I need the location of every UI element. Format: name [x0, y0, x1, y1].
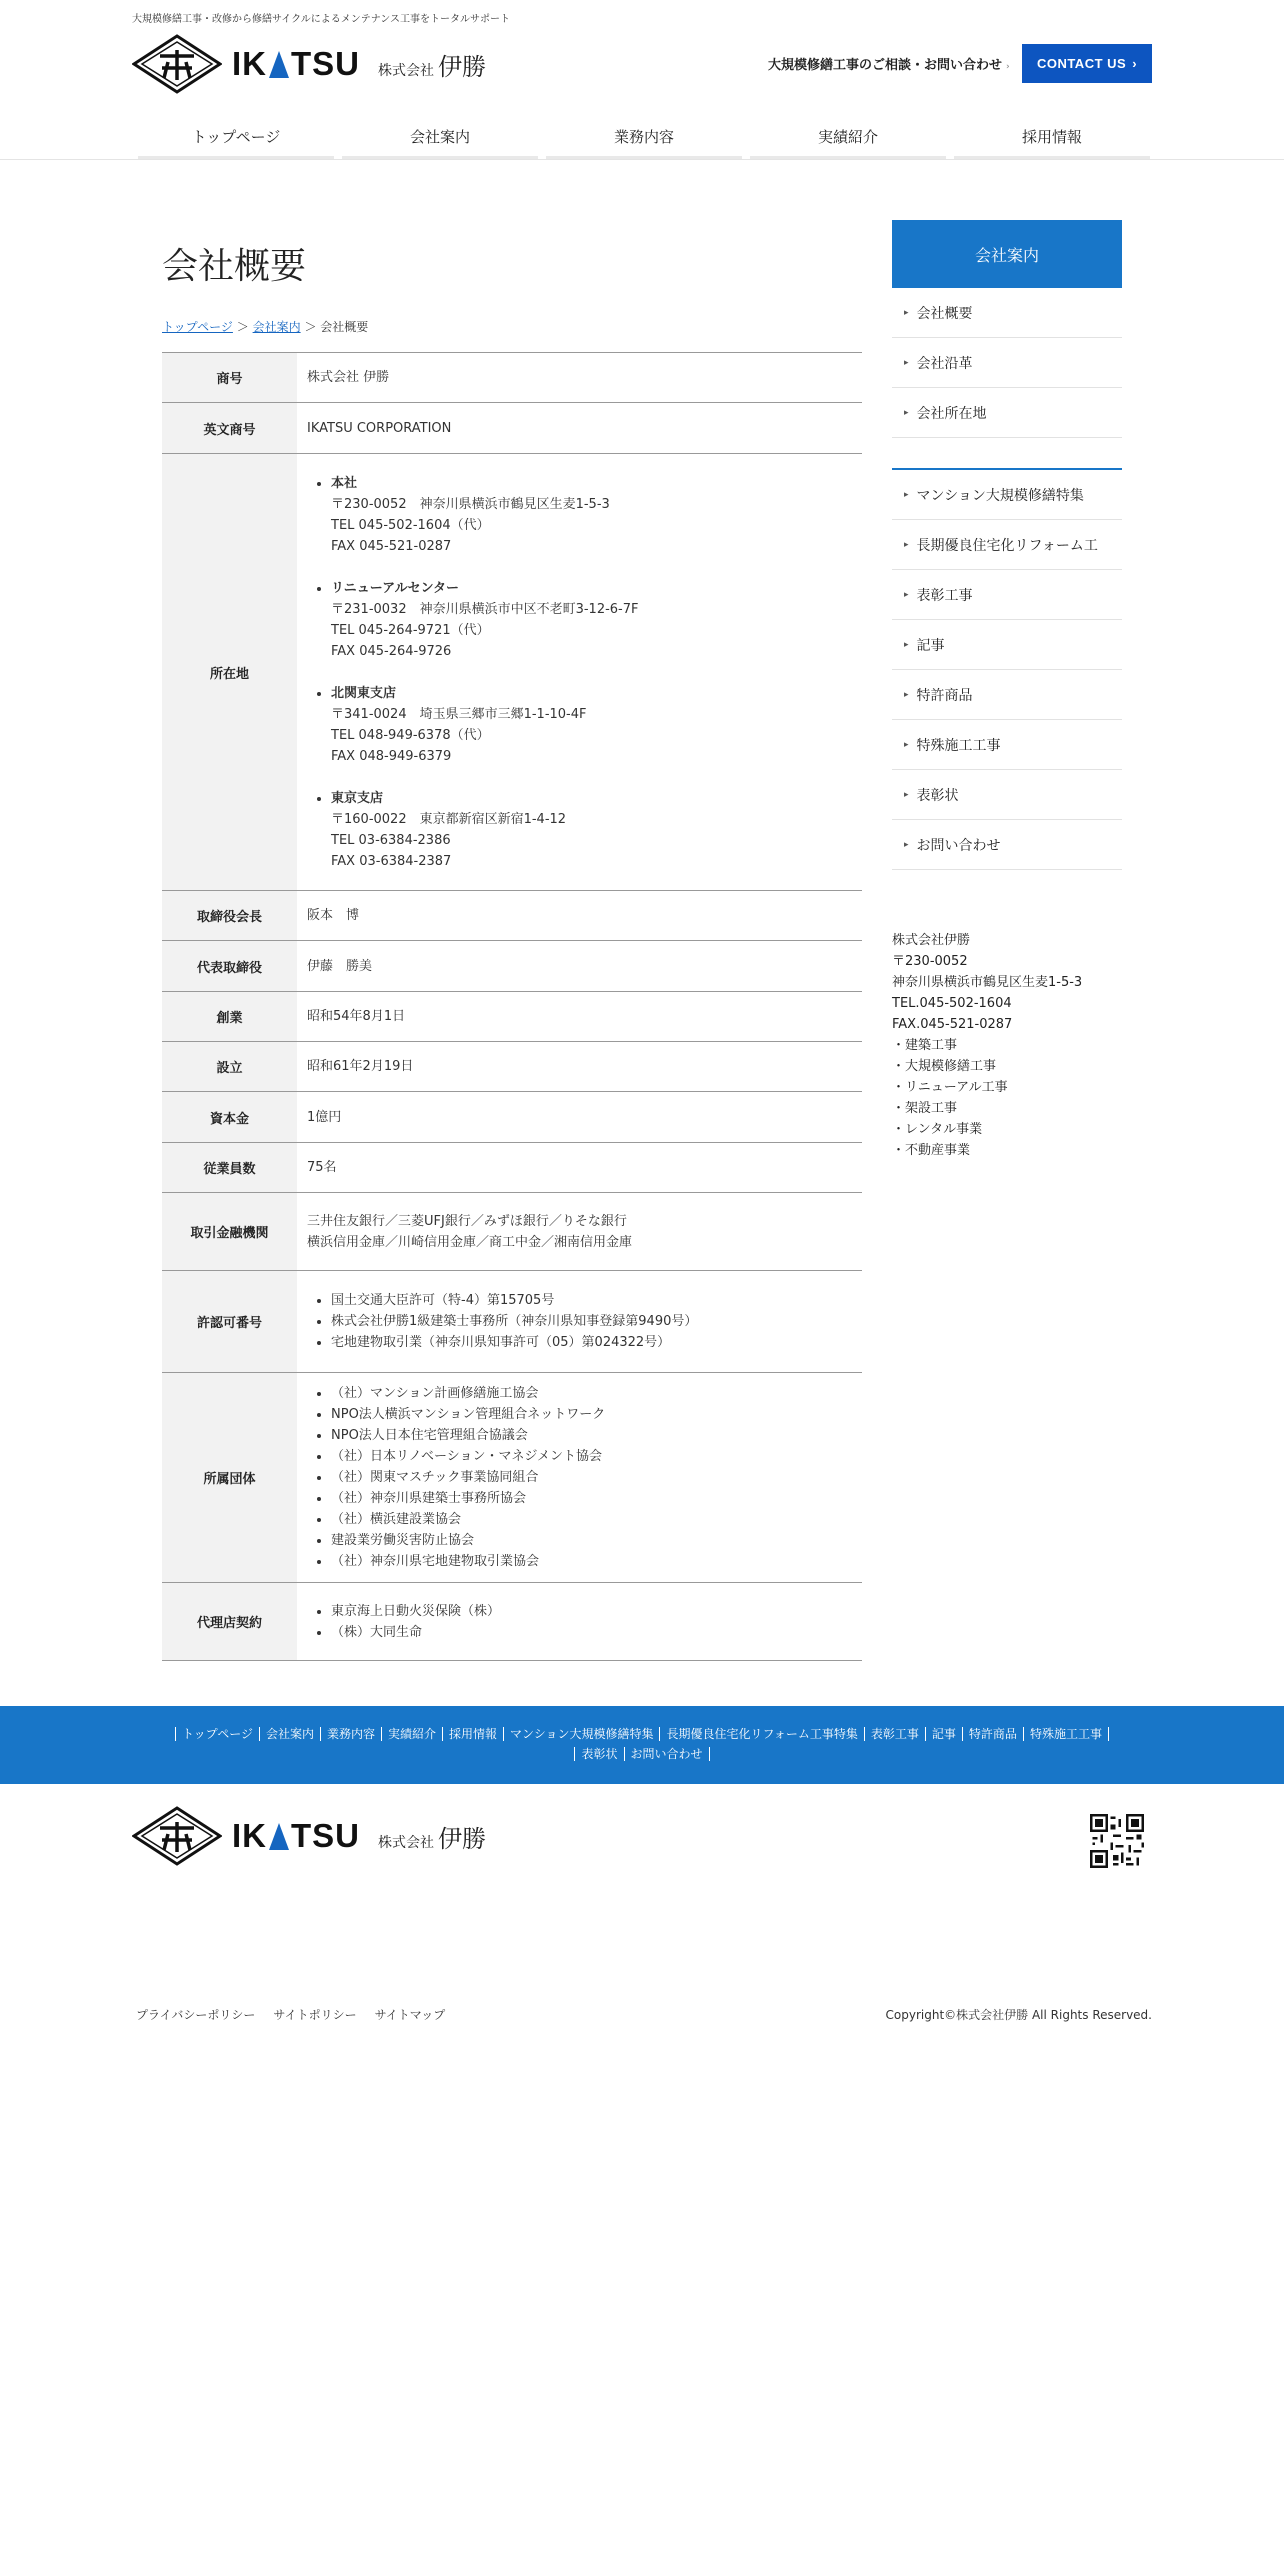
- row-label: 代理店契約: [162, 1583, 297, 1661]
- footer-link[interactable]: 特許商品: [962, 1727, 1023, 1741]
- chevron-right-icon: ›: [1132, 56, 1138, 71]
- sitemap-link[interactable]: サイトマップ: [374, 2008, 446, 2022]
- page-title: 会社概要: [162, 246, 307, 287]
- row-value: 1億円: [297, 1092, 862, 1143]
- table-row: [162, 1193, 862, 1271]
- row-value: IKATSU CORPORATION: [297, 403, 862, 454]
- bullet-icon: ▸: [904, 357, 909, 368]
- list-item: • 宅地建物取引業（神奈川県知事許可（05）第024322号）: [331, 1332, 852, 1353]
- sidebar-item-reform[interactable]: ▸ 長期優良住宅化リフォーム工: [892, 520, 1122, 570]
- footer-logo[interactable]: [132, 1806, 486, 1866]
- row-label: 所属団体: [162, 1373, 297, 1583]
- list-item: • （社）神奈川県建築士事務所協会: [331, 1488, 852, 1509]
- table-row: [162, 891, 862, 941]
- bullet-icon: ▸: [904, 307, 909, 318]
- list-item: • NPO法人横浜マンション管理組合ネットワーク: [331, 1404, 852, 1425]
- bullet-icon: ▸: [904, 839, 909, 850]
- row-value: [297, 454, 862, 891]
- list-item: • リニューアルセンター 〒231-0032 神奈川県横浜市中区不老町3-12-6-7F TEL 045-264-9721（代） FAX 045-264-9726: [331, 578, 852, 662]
- footer-link[interactable]: 表彰状: [574, 1747, 623, 1761]
- table-row: [162, 1271, 862, 1373]
- table-row: [162, 454, 862, 891]
- footer-nav: [0, 1706, 1284, 1784]
- sidebar-item-awards[interactable]: ▸ 表彰状: [892, 770, 1122, 820]
- footer-link[interactable]: トップページ: [175, 1727, 259, 1741]
- row-value: [297, 1583, 862, 1661]
- list-item: • 東京支店 〒160-0022 東京都新宿区新宿1-4-12 TEL 03-6384-2386 FAX 03-6384-2387: [331, 788, 852, 872]
- sidebar-feature-menu: [892, 470, 1122, 870]
- row-label: 取締役会長: [162, 891, 297, 941]
- breadcrumb-link-top[interactable]: トップページ: [162, 320, 233, 334]
- footer-link[interactable]: マンション大規模修繕特集: [503, 1727, 659, 1741]
- list-item: • （社）神奈川県宅地建物取引業協会: [331, 1551, 852, 1572]
- footer-link[interactable]: 採用情報: [442, 1727, 503, 1741]
- nav-item-works[interactable]: 実績紹介: [750, 116, 946, 159]
- row-label: 代表取締役: [162, 941, 297, 992]
- company-overview-table: [162, 352, 862, 1661]
- footer-link[interactable]: 業務内容: [320, 1727, 381, 1741]
- ikatsu-emblem-icon: [132, 34, 222, 94]
- sidebar-company-info: 株式会社伊勝 〒230-0052 神奈川県横浜市鶴見区生麦1-5-3 TEL.045-502-1604 FAX.045-521-0287 ・建築工事 ・大規模修繕工事 ・リニューアル工事 ・架設工事 ・レンタル事業 ・不動産事業: [892, 933, 1083, 1158]
- location-list: [307, 473, 852, 872]
- nav-item-company[interactable]: 会社案内: [342, 116, 538, 159]
- nav-item-recruit[interactable]: 採用情報: [954, 116, 1150, 159]
- row-label: 創業: [162, 992, 297, 1042]
- sidebar-heading: 会社案内: [892, 220, 1122, 288]
- list-item: • NPO法人日本住宅管理組合協議会: [331, 1425, 852, 1446]
- table-row: [162, 403, 862, 454]
- logo-wordmark: IK TSU: [232, 45, 360, 82]
- qr-code-icon: [1090, 1814, 1144, 1868]
- global-nav: [0, 116, 1284, 160]
- contact-us-button[interactable]: CONTACT US ›: [1022, 44, 1152, 83]
- table-row: [162, 1042, 862, 1092]
- sidebar-item-award-works[interactable]: ▸ 表彰工事: [892, 570, 1122, 620]
- row-value: [297, 1373, 862, 1583]
- list-item: • （社）マンション計画修繕施工協会: [331, 1383, 852, 1404]
- table-row: [162, 353, 862, 403]
- row-value: 伊藤 勝美: [297, 941, 862, 992]
- breadcrumb-separator: ＞: [304, 320, 317, 334]
- nav-item-top[interactable]: トップページ: [138, 116, 334, 159]
- sidebar-item-patents[interactable]: ▸ 特許商品: [892, 670, 1122, 720]
- privacy-policy-link[interactable]: プライバシーポリシー: [136, 2008, 256, 2022]
- sidebar-item-articles[interactable]: ▸ 記事: [892, 620, 1122, 670]
- list-item: • 国土交通大臣許可（特-4）第15705号: [331, 1290, 852, 1311]
- table-row: [162, 1583, 862, 1661]
- table-row: [162, 992, 862, 1042]
- header-inquiry-text: 大規模修繕工事のご相談・お問い合わせ ›: [768, 58, 1010, 73]
- breadcrumb-separator: ＞: [236, 320, 249, 334]
- sidebar-company-menu: [892, 288, 1122, 438]
- header-tagline: 大規模修繕工事・改修から修繕サイクルによるメンテナンス工事をトータルサポート: [132, 14, 510, 25]
- footer-link[interactable]: 長期優良住宅化リフォーム工事特集: [659, 1727, 863, 1741]
- bullet-icon: ▸: [904, 689, 909, 700]
- logo-company-name: 株式会社 伊勝: [378, 52, 486, 81]
- sidebar-item-history[interactable]: ▸ 会社沿革: [892, 338, 1122, 388]
- breadcrumb: [162, 318, 368, 335]
- row-value: 昭和61年2月19日: [297, 1042, 862, 1092]
- row-label: 従業員数: [162, 1143, 297, 1193]
- list-item: • 建設業労働災害防止協会: [331, 1530, 852, 1551]
- site-policy-link[interactable]: サイトポリシー: [273, 2008, 357, 2022]
- breadcrumb-link-company[interactable]: 会社案内: [252, 320, 301, 334]
- bullet-icon: ▸: [904, 539, 909, 550]
- bullet-icon: ▸: [904, 739, 909, 750]
- sidebar-item-overview[interactable]: ▸ 会社概要: [892, 288, 1122, 338]
- sidebar-item-mansion[interactable]: ▸ マンション大規模修繕特集: [892, 470, 1122, 520]
- nav-item-services[interactable]: 業務内容: [546, 116, 742, 159]
- table-row: [162, 1092, 862, 1143]
- row-label: 所在地: [162, 454, 297, 891]
- list-item: • 本社 〒230-0052 神奈川県横浜市鶴見区生麦1-5-3 TEL 045-502-1604（代） FAX 045-521-0287: [331, 473, 852, 557]
- bullet-icon: ▸: [904, 789, 909, 800]
- row-label: 設立: [162, 1042, 297, 1092]
- footer-link[interactable]: 実績紹介: [381, 1727, 442, 1741]
- bullet-icon: ▸: [904, 589, 909, 600]
- list-item: • （社）日本リノベーション・マネジメント協会: [331, 1446, 852, 1467]
- bullet-icon: ▸: [904, 489, 909, 500]
- row-value: 75名: [297, 1143, 862, 1193]
- site-logo[interactable]: [132, 34, 486, 94]
- row-value: 阪本 博: [297, 891, 862, 941]
- row-value: 三井住友銀行／三菱UFJ銀行／みずほ銀行／りそな銀行 横浜信用金庫／川崎信用金庫／商工中金／湘南信用金庫: [297, 1193, 862, 1271]
- list-item: • （株）大同生命: [331, 1622, 852, 1643]
- row-label: 資本金: [162, 1092, 297, 1143]
- footer-link[interactable]: お問い合わせ: [624, 1747, 710, 1761]
- ikatsu-emblem-icon: [132, 1806, 222, 1866]
- table-row: [162, 1373, 862, 1583]
- list-item: • 東京海上日動火災保険（株）: [331, 1601, 852, 1622]
- row-label: 商号: [162, 353, 297, 403]
- footer-bottom-links: [132, 2006, 445, 2023]
- list-item: • 株式会社伊勝1級建築士事務所（神奈川県知事登録第9490号）: [331, 1311, 852, 1332]
- table-row: [162, 1143, 862, 1193]
- logo-wordmark: IK TSU: [232, 1817, 360, 1854]
- footer-link[interactable]: 会社案内: [259, 1727, 320, 1741]
- logo-company-name: 株式会社 伊勝: [378, 1824, 486, 1853]
- row-label: 許認可番号: [162, 1271, 297, 1373]
- table-row: [162, 941, 862, 992]
- list-item: • 北関東支店 〒341-0024 埼玉県三郷市三郷1-1-10-4F TEL 048-949-6378（代） FAX 048-949-6379: [331, 683, 852, 767]
- list-item: • （社）横浜建設業協会: [331, 1509, 852, 1530]
- sidebar-item-special-works[interactable]: ▸ 特殊施工工事: [892, 720, 1122, 770]
- bullet-icon: ▸: [904, 407, 909, 418]
- chevron-right-icon: ›: [1006, 62, 1010, 72]
- copyright: Copyright©株式会社伊勝 All Rights Reserved.: [885, 2008, 1152, 2022]
- row-value: [297, 1271, 862, 1373]
- breadcrumb-current: 会社概要: [320, 320, 369, 334]
- sidebar-item-location[interactable]: ▸ 会社所在地: [892, 388, 1122, 438]
- row-label: 取引金融機関: [162, 1193, 297, 1271]
- footer-link[interactable]: 表彰工事: [864, 1727, 925, 1741]
- footer-link[interactable]: 記事: [925, 1727, 962, 1741]
- bullet-icon: ▸: [904, 639, 909, 650]
- sidebar-item-contact[interactable]: ▸ お問い合わせ: [892, 820, 1122, 870]
- row-label: 英文商号: [162, 403, 297, 454]
- row-value: 株式会社 伊勝: [297, 353, 862, 403]
- footer-link[interactable]: 特殊施工工事: [1023, 1727, 1109, 1741]
- list-item: • （社）関東マスチック事業協同組合: [331, 1467, 852, 1488]
- row-value: 昭和54年8月1日: [297, 992, 862, 1042]
